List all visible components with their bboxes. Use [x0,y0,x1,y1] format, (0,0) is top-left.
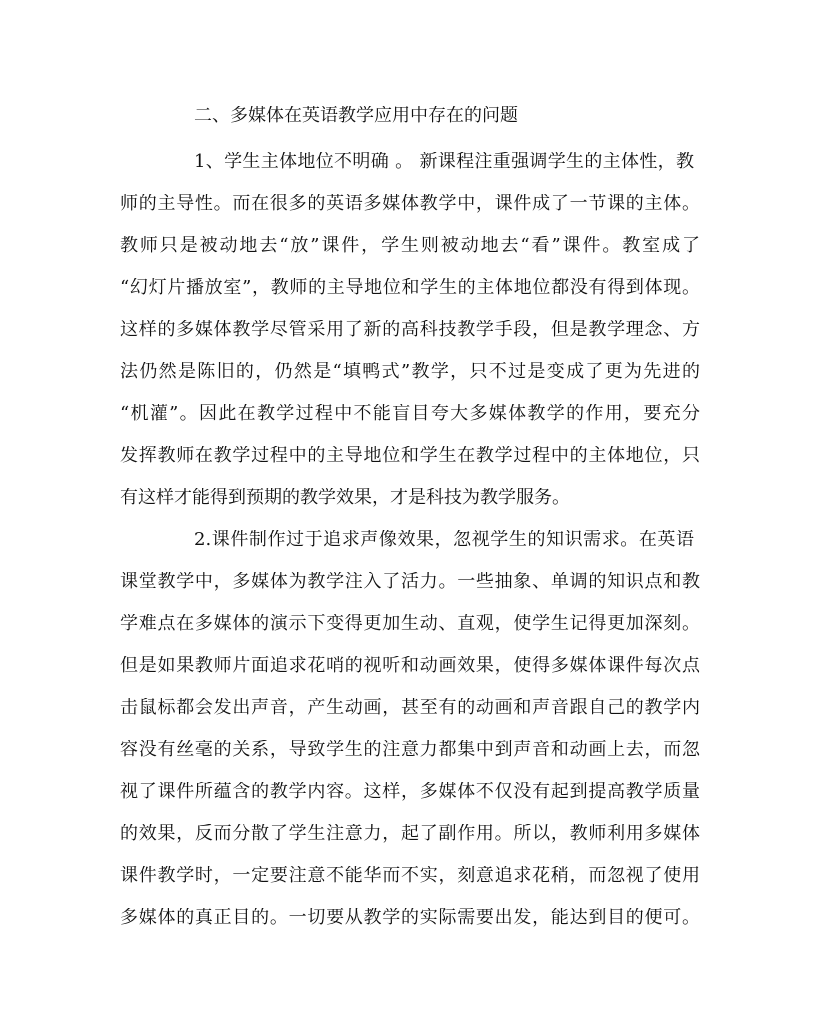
paragraph-2-line: 但是如果教师片面追求花哨的视听和动画效果，使得多媒体课件每次点 [120,656,700,676]
paragraph-1-line: 法仍然是陈旧的，仍然是“填鸭式”教学，只不过是变成了更为先进的 [120,362,700,382]
section-heading: 二、多媒体在英语教学应用中存在的问题 [194,106,518,126]
paragraph-1-line: 这样的多媒体教学尽管采用了新的高科技教学手段，但是教学理念、方 [120,320,700,340]
paragraph-1-line: 师的主导性。而在很多的英语多媒体教学中，课件成了一节课的主体。 [120,194,700,214]
paragraph-1-line: 教师只是被动地去“放”课件，学生则被动地去“看”课件。教室成了 [120,236,700,256]
paragraph-2-line: 的效果，反而分散了学生注意力，起了副作用。所以，教师利用多媒体 [120,824,700,844]
paragraph-1-line: 有这样才能得到预期的教学效果，才是科技为教学服务。 [120,488,570,508]
paragraph-1-line: 发挥教师在教学过程中的主导地位和学生在教学过程中的主体地位，只 [120,446,700,466]
paragraph-1-line: “机灌”。因此在教学过程中不能盲目夸大多媒体教学的作用，要充分 [120,404,700,424]
paragraph-2-line: 课堂教学中，多媒体为教学注入了活力。一些抽象、单调的知识点和教 [120,572,700,592]
paragraph-1-line: “幻灯片播放室”，教师的主导地位和学生的主体地位都没有得到体现。 [120,278,700,298]
paragraph-2-line: 课件教学时，一定要注意不能华而不实，刻意追求花稍，而忽视了使用 [120,866,700,886]
paragraph-2-line: 容没有丝毫的关系，导致学生的注意力都集中到声音和动画上去，而忽 [120,740,700,760]
paragraph-1-line: 1、学生主体地位不明确 。 新课程注重强调学生的主体性，教 [194,152,694,172]
paragraph-2-line: 2.课件制作过于追求声像效果，忽视学生的知识需求。在英语 [194,530,694,550]
paragraph-2-line: 击鼠标都会发出声音，产生动画，甚至有的动画和声音跟自己的教学内 [120,698,700,718]
paragraph-2-line: 学难点在多媒体的演示下变得更加生动、直观，使学生记得更加深刻。 [120,614,700,634]
paragraph-2-line: 视了课件所蕴含的教学内容。这样，多媒体不仅没有起到提高教学质量 [120,782,700,802]
paragraph-2-line: 多媒体的真正目的。一切要从教学的实际需要出发，能达到目的便可。 [120,908,700,928]
